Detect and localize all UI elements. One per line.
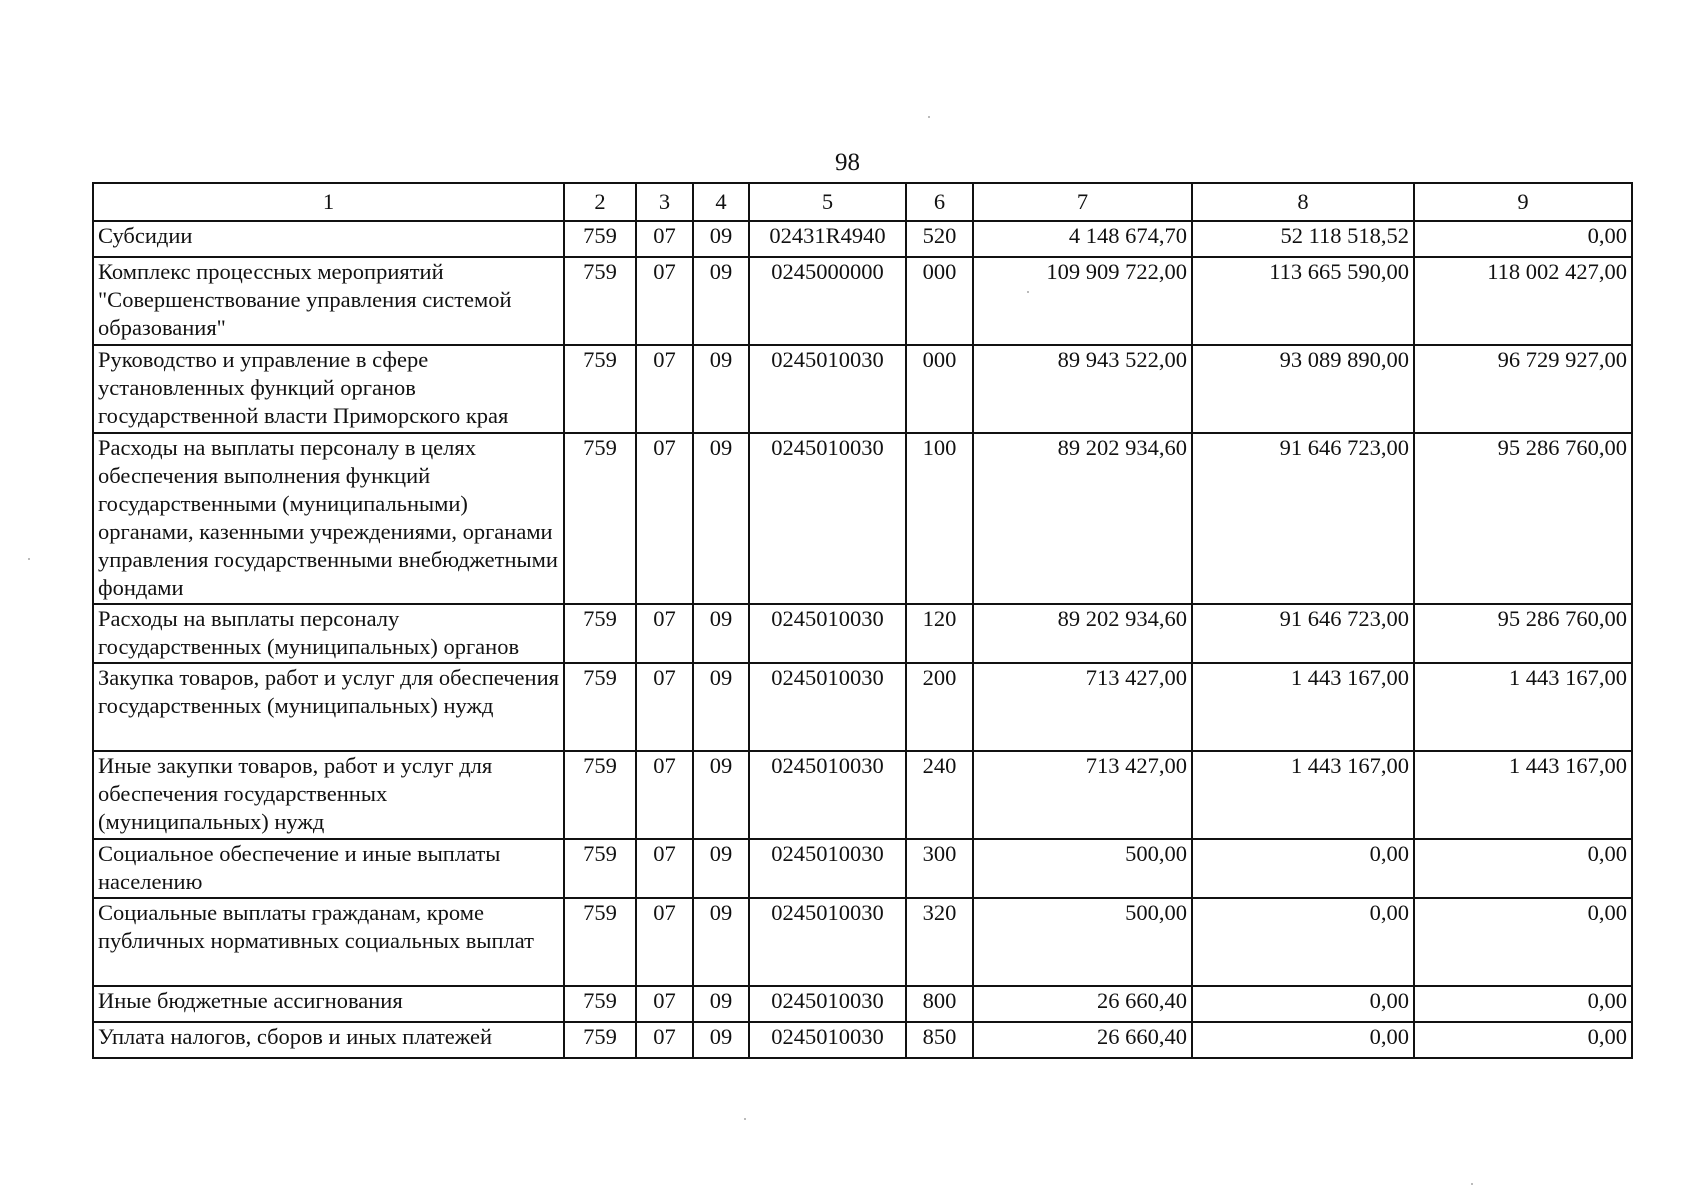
code-cell: 07: [636, 898, 693, 986]
header-cell: 7: [973, 183, 1192, 221]
row-name-cell: Субсидии: [93, 221, 564, 257]
code-cell: 0245010030: [749, 898, 906, 986]
code-cell: 000: [906, 257, 973, 345]
code-cell: 09: [693, 221, 749, 257]
code-cell: 759: [564, 839, 636, 898]
code-cell: 759: [564, 898, 636, 986]
sum-cell: 89 943 522,00: [973, 345, 1192, 433]
code-cell: 07: [636, 433, 693, 604]
sum-cell: 713 427,00: [973, 663, 1192, 751]
code-cell: 800: [906, 986, 973, 1022]
sum-cell: 1 443 167,00: [1192, 751, 1414, 839]
code-cell: 759: [564, 257, 636, 345]
sum-cell: 93 089 890,00: [1192, 345, 1414, 433]
table-row: [93, 433, 1632, 604]
sum-cell: 0,00: [1192, 1022, 1414, 1058]
code-cell: 09: [693, 986, 749, 1022]
code-cell: 240: [906, 751, 973, 839]
code-cell: 09: [693, 663, 749, 751]
sum-cell: 713 427,00: [973, 751, 1192, 839]
sum-cell: 1 443 167,00: [1414, 751, 1632, 839]
code-cell: 100: [906, 433, 973, 604]
table-row: [93, 839, 1632, 898]
sum-cell: 95 286 760,00: [1414, 433, 1632, 604]
sum-cell: 52 118 518,52: [1192, 221, 1414, 257]
code-cell: 09: [693, 898, 749, 986]
code-cell: 07: [636, 986, 693, 1022]
row-name-cell: Закупка товаров, работ и услуг для обеспечения государственных (муниципальных) нужд: [93, 663, 564, 751]
sum-cell: 500,00: [973, 898, 1192, 986]
sum-cell: 0,00: [1414, 221, 1632, 257]
code-cell: 520: [906, 221, 973, 257]
scan-speck: [1027, 291, 1029, 293]
scan-speck: [1471, 1183, 1473, 1185]
sum-cell: 91 646 723,00: [1192, 433, 1414, 604]
code-cell: 0245010030: [749, 663, 906, 751]
scan-speck: [928, 116, 930, 118]
code-cell: 0245010030: [749, 751, 906, 839]
code-cell: 0245000000: [749, 257, 906, 345]
header-row: [93, 183, 1632, 221]
row-name-cell: Расходы на выплаты персоналу в целях обеспечения выполнения функций государственными (муниципальными) органами, казенными учреждениями, органами управления государственными внебюджетными фондами: [93, 433, 564, 604]
scan-speck: [28, 558, 30, 560]
sum-cell: 0,00: [1414, 898, 1632, 986]
sum-cell: 4 148 674,70: [973, 221, 1192, 257]
code-cell: 07: [636, 839, 693, 898]
header-cell: 9: [1414, 183, 1632, 221]
code-cell: 759: [564, 433, 636, 604]
sum-cell: 118 002 427,00: [1414, 257, 1632, 345]
sum-cell: 113 665 590,00: [1192, 257, 1414, 345]
code-cell: 09: [693, 1022, 749, 1058]
code-cell: 0245010030: [749, 839, 906, 898]
sum-cell: 109 909 722,00: [973, 257, 1192, 345]
header-cell: 6: [906, 183, 973, 221]
sum-cell: 26 660,40: [973, 986, 1192, 1022]
code-cell: 000: [906, 345, 973, 433]
row-name-cell: Иные бюджетные ассигнования: [93, 986, 564, 1022]
sum-cell: 89 202 934,60: [973, 604, 1192, 663]
sum-cell: 0,00: [1192, 839, 1414, 898]
code-cell: 759: [564, 221, 636, 257]
table-row: [93, 986, 1632, 1022]
code-cell: 02431R4940: [749, 221, 906, 257]
sum-cell: 96 729 927,00: [1414, 345, 1632, 433]
row-name-cell: Комплекс процессных мероприятий "Совершенствование управления системой образования": [93, 257, 564, 345]
code-cell: 09: [693, 257, 749, 345]
code-cell: 850: [906, 1022, 973, 1058]
code-cell: 09: [693, 604, 749, 663]
table-row: [93, 1022, 1632, 1058]
row-name-cell: Иные закупки товаров, работ и услуг для обеспечения государственных (муниципальных) нужд: [93, 751, 564, 839]
code-cell: 759: [564, 604, 636, 663]
code-cell: 07: [636, 663, 693, 751]
code-cell: 07: [636, 257, 693, 345]
table-row: [93, 221, 1632, 257]
code-cell: 759: [564, 986, 636, 1022]
table-row: [93, 257, 1632, 345]
sum-cell: 26 660,40: [973, 1022, 1192, 1058]
header-cell: 8: [1192, 183, 1414, 221]
code-cell: 0245010030: [749, 1022, 906, 1058]
budget-table: [92, 182, 1633, 1059]
sum-cell: 0,00: [1192, 986, 1414, 1022]
code-cell: 759: [564, 345, 636, 433]
row-name-cell: Уплата налогов, сборов и иных платежей: [93, 1022, 564, 1058]
table-row: [93, 663, 1632, 751]
code-cell: 759: [564, 663, 636, 751]
code-cell: 120: [906, 604, 973, 663]
row-name-cell: Руководство и управление в сфере установленных функций органов государственной власти Приморского края: [93, 345, 564, 433]
sum-cell: 0,00: [1414, 1022, 1632, 1058]
row-name-cell: Социальное обеспечение и иные выплаты населению: [93, 839, 564, 898]
row-name-cell: Социальные выплаты гражданам, кроме публичных нормативных социальных выплат: [93, 898, 564, 986]
code-cell: 07: [636, 751, 693, 839]
sum-cell: 95 286 760,00: [1414, 604, 1632, 663]
code-cell: 0245010030: [749, 604, 906, 663]
header-cell: 3: [636, 183, 693, 221]
code-cell: 09: [693, 433, 749, 604]
sum-cell: 1 443 167,00: [1192, 663, 1414, 751]
sum-cell: 0,00: [1414, 839, 1632, 898]
page-number: 98: [835, 149, 860, 176]
code-cell: 07: [636, 1022, 693, 1058]
code-cell: 200: [906, 663, 973, 751]
sum-cell: 89 202 934,60: [973, 433, 1192, 604]
header-cell: 5: [749, 183, 906, 221]
code-cell: 07: [636, 604, 693, 663]
table-row: [93, 898, 1632, 986]
table-row: [93, 751, 1632, 839]
code-cell: 09: [693, 751, 749, 839]
code-cell: 07: [636, 345, 693, 433]
sum-cell: 1 443 167,00: [1414, 663, 1632, 751]
sum-cell: 500,00: [973, 839, 1192, 898]
sum-cell: 91 646 723,00: [1192, 604, 1414, 663]
header-cell: 2: [564, 183, 636, 221]
row-name-cell: Расходы на выплаты персоналу государственных (муниципальных) органов: [93, 604, 564, 663]
code-cell: 07: [636, 221, 693, 257]
code-cell: 759: [564, 751, 636, 839]
sum-cell: 0,00: [1192, 898, 1414, 986]
header-cell: 4: [693, 183, 749, 221]
code-cell: 320: [906, 898, 973, 986]
code-cell: 300: [906, 839, 973, 898]
code-cell: 0245010030: [749, 345, 906, 433]
code-cell: 0245010030: [749, 433, 906, 604]
code-cell: 0245010030: [749, 986, 906, 1022]
table-row: [93, 604, 1632, 663]
code-cell: 759: [564, 1022, 636, 1058]
table-row: [93, 345, 1632, 433]
scan-speck: [744, 1118, 746, 1120]
header-cell: 1: [93, 183, 564, 221]
code-cell: 09: [693, 839, 749, 898]
code-cell: 09: [693, 345, 749, 433]
sum-cell: 0,00: [1414, 986, 1632, 1022]
